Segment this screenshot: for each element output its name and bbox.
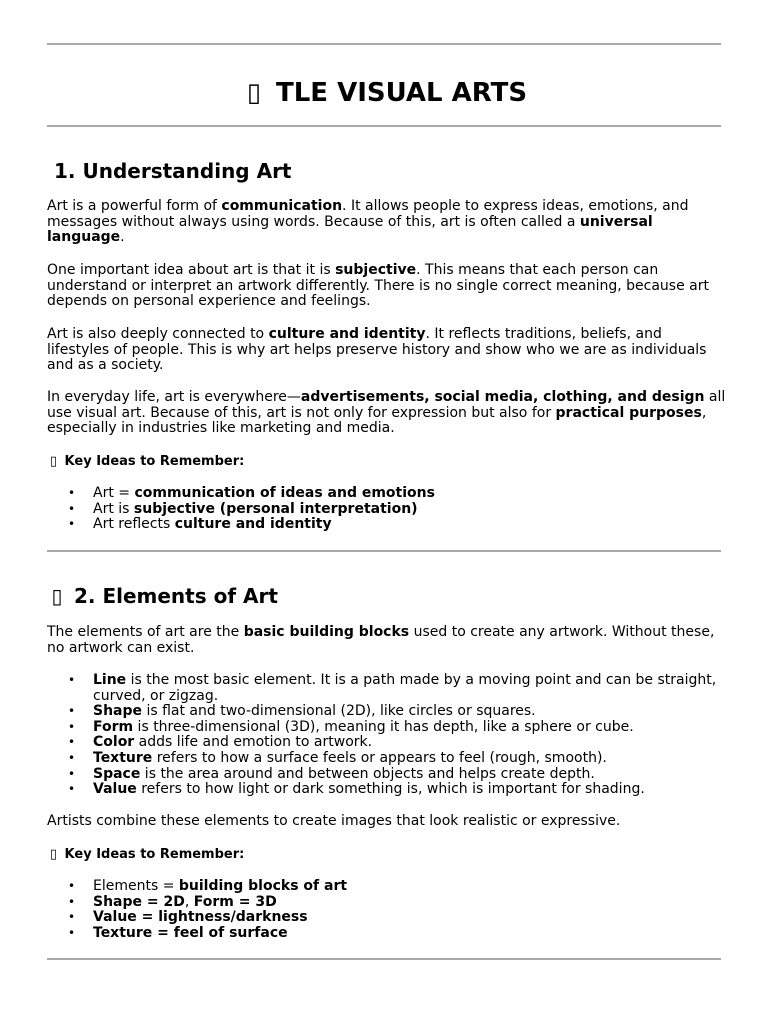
list-item: • Value refers to how light or dark something is, which is important for shading.	[47, 782, 727, 798]
list-item: • Art is subjective (personal interpretation)	[47, 502, 727, 518]
list-item: • Elements = building blocks of art	[47, 879, 727, 895]
placeholder-glyph-icon: ▯	[49, 454, 58, 469]
list-item: • Shape is flat and two-dimensional (2D), like circles or squares.	[47, 704, 727, 720]
list-item: • Art = communication of ideas and emotions	[47, 486, 727, 502]
section-2-outro: Artists combine these elements to create images that look realistic or expressive.	[47, 813, 621, 829]
elements-list	[47, 673, 727, 798]
list-item: • Shape = 2D, Form = 3D	[47, 895, 727, 911]
section-2-intro: The elements of art are the basic building blocks used to create any artwork. Without these, no artwork can exist.	[47, 624, 715, 656]
section-1-key-ideas-list	[47, 486, 727, 533]
section-divider	[47, 550, 721, 552]
list-item: • Texture = feel of surface	[47, 926, 727, 942]
list-item: • Space is the area around and between objects and helps create depth.	[47, 767, 727, 783]
section-2-key-ideas-heading: ▯ Key Ideas to Remember:	[47, 847, 244, 863]
list-item: • Line is the most basic element. It is a path made by a moving point and can be straight, curved, or zigzag.	[47, 673, 727, 704]
placeholder-glyph-icon: ▯	[246, 78, 262, 108]
placeholder-glyph-icon: ▯	[51, 584, 63, 608]
section-1-paragraph-1: Art is a powerful form of communication. It allows people to express ideas, emotions, and messages without always using words. Because of this, art is often called a universal language.	[47, 198, 689, 246]
section-1-paragraph-2: One important idea about art is that it is subjective. This means that each person can understand or interpret an artwork differently. There is no single correct meaning, because art depends on personal experience and feelings.	[47, 262, 709, 310]
placeholder-glyph-icon: ▯	[49, 847, 58, 862]
section-1-heading: 1. Understanding Art	[54, 159, 292, 183]
title-divider	[47, 125, 721, 127]
top-divider	[47, 43, 721, 45]
list-item: • Texture refers to how a surface feels or appears to feel (rough, smooth).	[47, 751, 727, 767]
section-1-paragraph-3: Art is also deeply connected to culture and identity. It reflects traditions, beliefs, and lifestyles of people. This is why art helps preserve history and show who we are as individuals and as a society.	[47, 326, 707, 374]
list-item: • Value = lightness/darkness	[47, 910, 727, 926]
title-text: TLE VISUAL ARTS	[275, 78, 528, 108]
section-2-heading: ▯ 2. Elements of Art	[47, 583, 278, 609]
list-item: • Color adds life and emotion to artwork.	[47, 735, 727, 751]
list-item: • Form is three-dimensional (3D), meaning it has depth, like a sphere or cube.	[47, 720, 727, 736]
section-1-paragraph-4: In everyday life, art is everywhere—advertisements, social media, clothing, and design all use visual art. Because of this, art is not only for expression but also for practical purposes, especially in industries like marketing and media.	[47, 389, 726, 437]
list-item: • Art reflects culture and identity	[47, 517, 727, 533]
section-2-key-ideas-list	[47, 879, 727, 941]
bottom-divider	[47, 958, 721, 960]
page-title	[47, 76, 721, 110]
section-1-key-ideas-heading: ▯ Key Ideas to Remember:	[47, 454, 244, 470]
